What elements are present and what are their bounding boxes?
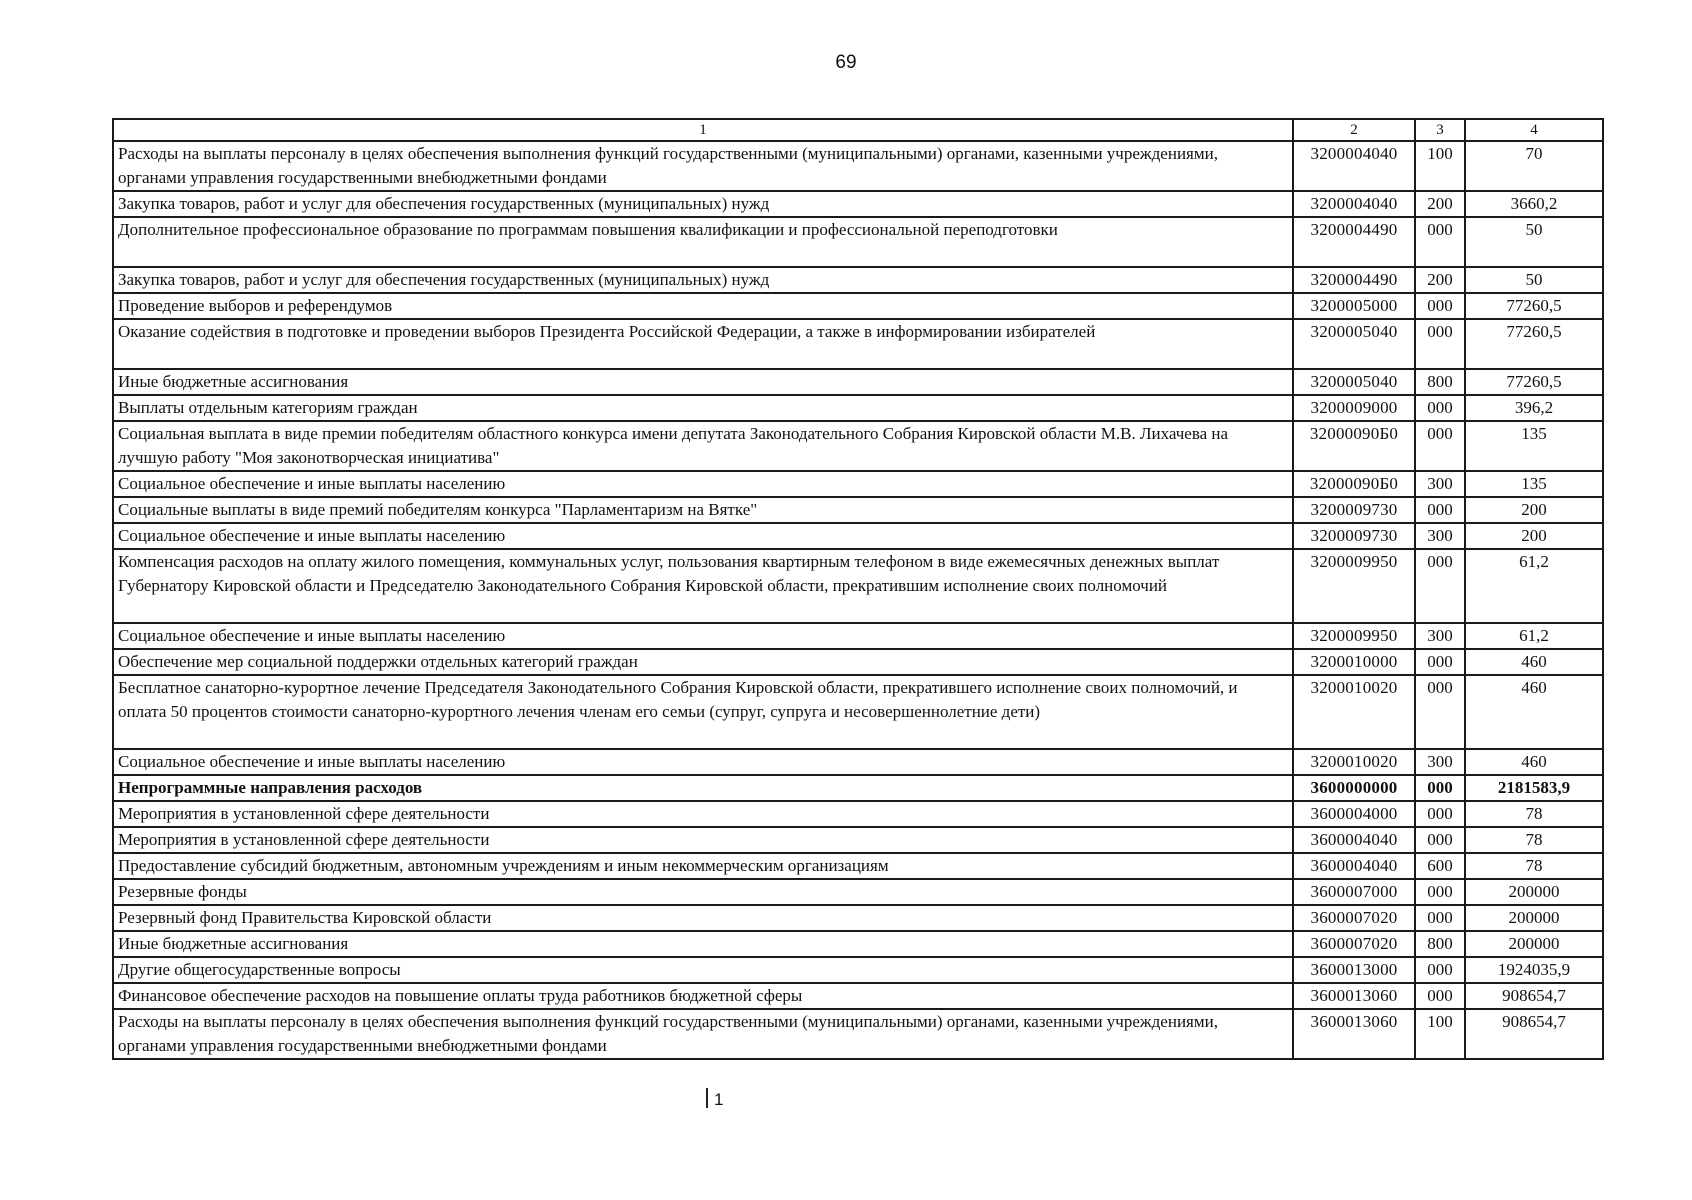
row-type-cell: 000 xyxy=(1415,905,1465,931)
row-code-cell: 3200005000 xyxy=(1293,293,1415,319)
row-code-cell: 3600000000 xyxy=(1293,775,1415,801)
row-code-cell: 3600004040 xyxy=(1293,827,1415,853)
table-row xyxy=(113,649,1603,675)
row-type-cell: 200 xyxy=(1415,267,1465,293)
table-row xyxy=(113,1009,1603,1059)
row-code-cell: 3200010000 xyxy=(1293,649,1415,675)
row-name-cell: Резервные фонды xyxy=(113,879,1293,905)
row-name-cell: Другие общегосударственные вопросы xyxy=(113,957,1293,983)
row-amount-cell: 1924035,9 xyxy=(1465,957,1603,983)
header-col-3: 3 xyxy=(1415,119,1465,141)
row-name-cell: Закупка товаров, работ и услуг для обеспечения государственных (муниципальных) нужд xyxy=(113,191,1293,217)
row-code-cell: 3600013060 xyxy=(1293,983,1415,1009)
row-name-cell: Обеспечение мер социальной поддержки отдельных категорий граждан xyxy=(113,649,1293,675)
row-name-cell: Расходы на выплаты персоналу в целях обеспечения выполнения функций государственными (муниципальными) органами, казенными учреждениями, органами управления государственными внебюджетными фондами xyxy=(113,141,1293,191)
row-amount-cell: 200000 xyxy=(1465,931,1603,957)
table-row xyxy=(113,749,1603,775)
table-row xyxy=(113,879,1603,905)
row-code-cell: 32000090Б0 xyxy=(1293,471,1415,497)
row-type-cell: 000 xyxy=(1415,497,1465,523)
table-row xyxy=(113,775,1603,801)
row-code-cell: 3200009000 xyxy=(1293,395,1415,421)
table-row xyxy=(113,319,1603,369)
row-name-cell: Мероприятия в установленной сфере деятельности xyxy=(113,801,1293,827)
row-code-cell: 3200004490 xyxy=(1293,267,1415,293)
row-amount-cell: 460 xyxy=(1465,649,1603,675)
row-type-cell: 000 xyxy=(1415,395,1465,421)
row-code-cell: 3200010020 xyxy=(1293,749,1415,775)
row-type-cell: 000 xyxy=(1415,983,1465,1009)
row-code-cell: 3600004040 xyxy=(1293,853,1415,879)
row-type-cell: 000 xyxy=(1415,775,1465,801)
bottom-mark: 1 xyxy=(714,1090,724,1109)
row-type-cell: 000 xyxy=(1415,549,1465,623)
row-amount-cell: 460 xyxy=(1465,749,1603,775)
row-code-cell: 3200009730 xyxy=(1293,523,1415,549)
row-amount-cell: 3660,2 xyxy=(1465,191,1603,217)
row-name-cell: Предоставление субсидий бюджетным, автономным учреждениям и иным некоммерческим организациям xyxy=(113,853,1293,879)
row-amount-cell: 135 xyxy=(1465,421,1603,471)
row-code-cell: 3600013000 xyxy=(1293,957,1415,983)
row-amount-cell: 460 xyxy=(1465,675,1603,749)
table-row xyxy=(113,853,1603,879)
table-row xyxy=(113,141,1603,191)
row-amount-cell: 77260,5 xyxy=(1465,319,1603,369)
row-amount-cell: 77260,5 xyxy=(1465,369,1603,395)
row-type-cell: 000 xyxy=(1415,319,1465,369)
row-type-cell: 300 xyxy=(1415,523,1465,549)
table-row xyxy=(113,801,1603,827)
row-amount-cell: 908654,7 xyxy=(1465,983,1603,1009)
header-col-2: 2 xyxy=(1293,119,1415,141)
table-row xyxy=(113,267,1603,293)
row-code-cell: 3200004040 xyxy=(1293,141,1415,191)
table-row xyxy=(113,369,1603,395)
header-col-1: 1 xyxy=(113,119,1293,141)
row-amount-cell: 396,2 xyxy=(1465,395,1603,421)
row-amount-cell: 70 xyxy=(1465,141,1603,191)
table-row xyxy=(113,421,1603,471)
table-row xyxy=(113,191,1603,217)
row-code-cell: 3600013060 xyxy=(1293,1009,1415,1059)
row-name-cell: Финансовое обеспечение расходов на повышение оплаты труда работников бюджетной сферы xyxy=(113,983,1293,1009)
row-code-cell: 3200004040 xyxy=(1293,191,1415,217)
row-name-cell: Социальная выплата в виде премии победителям областного конкурса имени депутата Законодательного Собрания Кировской области М.В. Лихачева на лучшую работу "Моя законотворческая инициатива" xyxy=(113,421,1293,471)
row-type-cell: 800 xyxy=(1415,369,1465,395)
row-amount-cell: 78 xyxy=(1465,801,1603,827)
row-code-cell: 3200009950 xyxy=(1293,623,1415,649)
row-type-cell: 000 xyxy=(1415,649,1465,675)
row-amount-cell: 200 xyxy=(1465,523,1603,549)
row-name-cell: Выплаты отдельным категориям граждан xyxy=(113,395,1293,421)
row-type-cell: 300 xyxy=(1415,749,1465,775)
row-name-cell: Закупка товаров, работ и услуг для обеспечения государственных (муниципальных) нужд xyxy=(113,267,1293,293)
row-type-cell: 600 xyxy=(1415,853,1465,879)
table-row xyxy=(113,523,1603,549)
row-type-cell: 200 xyxy=(1415,191,1465,217)
row-amount-cell: 2181583,9 xyxy=(1465,775,1603,801)
row-code-cell: 3200005040 xyxy=(1293,369,1415,395)
row-name-cell: Расходы на выплаты персоналу в целях обеспечения выполнения функций государственными (муниципальными) органами, казенными учреждениями, органами управления государственными внебюджетными фондами xyxy=(113,1009,1293,1059)
table-row xyxy=(113,293,1603,319)
row-code-cell: 3600007020 xyxy=(1293,931,1415,957)
row-name-cell: Социальное обеспечение и иные выплаты населению xyxy=(113,471,1293,497)
row-code-cell: 3200009950 xyxy=(1293,549,1415,623)
row-type-cell: 300 xyxy=(1415,623,1465,649)
row-amount-cell: 78 xyxy=(1465,853,1603,879)
table-row xyxy=(113,931,1603,957)
row-name-cell: Компенсация расходов на оплату жилого помещения, коммунальных услуг, пользования квартирным телефоном в виде ежемесячных денежных выплат Губернатору Кировской области и Председателю Законодательного Собрания Кировской области, прекратившим исполнение своих полномочий xyxy=(113,549,1293,623)
row-type-cell: 000 xyxy=(1415,675,1465,749)
row-type-cell: 000 xyxy=(1415,957,1465,983)
budget-table xyxy=(112,118,1604,1060)
row-amount-cell: 50 xyxy=(1465,217,1603,267)
table-row xyxy=(113,983,1603,1009)
row-amount-cell: 50 xyxy=(1465,267,1603,293)
table-row xyxy=(113,623,1603,649)
row-amount-cell: 200000 xyxy=(1465,879,1603,905)
row-name-cell: Социальное обеспечение и иные выплаты населению xyxy=(113,623,1293,649)
row-name-cell: Дополнительное профессиональное образование по программам повышения квалификации и профессиональной переподготовки xyxy=(113,217,1293,267)
table-row xyxy=(113,549,1603,623)
row-code-cell: 32000090Б0 xyxy=(1293,421,1415,471)
row-amount-cell: 908654,7 xyxy=(1465,1009,1603,1059)
row-code-cell: 3600007000 xyxy=(1293,879,1415,905)
row-amount-cell: 61,2 xyxy=(1465,549,1603,623)
row-type-cell: 000 xyxy=(1415,293,1465,319)
table-row xyxy=(113,497,1603,523)
table-row xyxy=(113,395,1603,421)
row-name-cell: Социальные выплаты в виде премий победителям конкурса "Парламентаризм на Вятке" xyxy=(113,497,1293,523)
table-row xyxy=(113,905,1603,931)
row-amount-cell: 61,2 xyxy=(1465,623,1603,649)
row-amount-cell: 135 xyxy=(1465,471,1603,497)
row-type-cell: 100 xyxy=(1415,141,1465,191)
row-type-cell: 800 xyxy=(1415,931,1465,957)
row-name-cell: Проведение выборов и референдумов xyxy=(113,293,1293,319)
header-col-4: 4 xyxy=(1465,119,1603,141)
row-amount-cell: 77260,5 xyxy=(1465,293,1603,319)
row-name-cell: Мероприятия в установленной сфере деятельности xyxy=(113,827,1293,853)
table-row xyxy=(113,957,1603,983)
row-amount-cell: 200000 xyxy=(1465,905,1603,931)
row-code-cell: 3200010020 xyxy=(1293,675,1415,749)
row-name-cell: Непрограммные направления расходов xyxy=(113,775,1293,801)
row-name-cell: Социальное обеспечение и иные выплаты населению xyxy=(113,523,1293,549)
row-type-cell: 100 xyxy=(1415,1009,1465,1059)
row-amount-cell: 200 xyxy=(1465,497,1603,523)
row-type-cell: 300 xyxy=(1415,471,1465,497)
row-name-cell: Бесплатное санаторно-курортное лечение Председателя Законодательного Собрания Кировской области, прекратившего исполнение своих полномочий, и оплата 50 процентов стоимости санаторно-курортного лечения членам его семьи (супруг, супруга и несовершеннолетние дети) xyxy=(113,675,1293,749)
table-row xyxy=(113,471,1603,497)
row-code-cell: 3600004000 xyxy=(1293,801,1415,827)
table-row xyxy=(113,675,1603,749)
row-name-cell: Иные бюджетные ассигнования xyxy=(113,931,1293,957)
table-header-row xyxy=(113,119,1603,141)
row-code-cell: 3200004490 xyxy=(1293,217,1415,267)
row-name-cell: Иные бюджетные ассигнования xyxy=(113,369,1293,395)
row-amount-cell: 78 xyxy=(1465,827,1603,853)
row-type-cell: 000 xyxy=(1415,827,1465,853)
table-row xyxy=(113,827,1603,853)
table-row xyxy=(113,217,1603,267)
page-number: 69 xyxy=(835,52,857,73)
row-type-cell: 000 xyxy=(1415,217,1465,267)
row-type-cell: 000 xyxy=(1415,421,1465,471)
row-code-cell: 3200009730 xyxy=(1293,497,1415,523)
row-name-cell: Социальное обеспечение и иные выплаты населению xyxy=(113,749,1293,775)
row-code-cell: 3200005040 xyxy=(1293,319,1415,369)
row-name-cell: Оказание содействия в подготовке и проведении выборов Президента Российской Федерации, а также в информировании избирателей xyxy=(113,319,1293,369)
row-type-cell: 000 xyxy=(1415,801,1465,827)
row-code-cell: 3600007020 xyxy=(1293,905,1415,931)
row-name-cell: Резервный фонд Правительства Кировской области xyxy=(113,905,1293,931)
row-type-cell: 000 xyxy=(1415,879,1465,905)
